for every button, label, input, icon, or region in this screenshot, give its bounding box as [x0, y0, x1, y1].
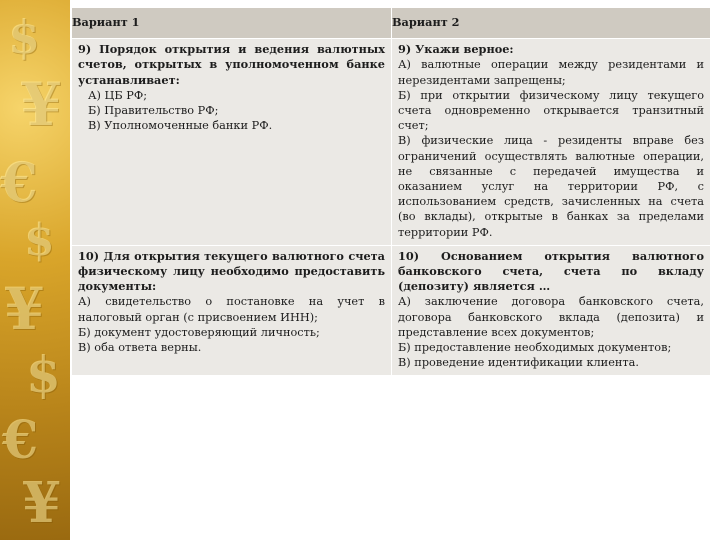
currency-symbol-decoration: $ — [24, 215, 55, 266]
question-text: 10) Основанием открытия валютного банковского счета, счета по вкладу (депозиту) является … — [398, 248, 704, 294]
answer-option: А) валютные операции между резидентами и нерезидентами запрещены; — [398, 58, 704, 87]
question-9-variant-2 — [392, 39, 711, 246]
answer-option: В) физические лица - резиденты вправе без ограничений осуществлять валютные операции, не связанные с передачей имущества и оказанием услуг на территории РФ, с использованием средств, зачисленных на счета (во вклады), открытые в банках за пределами территории РФ. — [398, 134, 704, 239]
currency-symbol-decoration: ¥ — [22, 470, 61, 536]
answer-option: В) оба ответа верны. — [78, 341, 202, 355]
currency-symbol-decoration: € — [0, 150, 38, 214]
answer-option: Б) документ удостоверяющий личность; — [78, 325, 320, 339]
question-row — [72, 245, 711, 376]
currency-symbol-decoration: ¥ — [4, 275, 45, 343]
header-row — [72, 8, 711, 39]
decorative-currency-background — [0, 0, 70, 540]
page-background — [70, 405, 720, 540]
question-row — [72, 39, 711, 246]
answer-option: В) проведение идентификации клиента. — [398, 356, 640, 370]
answer-option: А) ЦБ РФ; — [88, 88, 148, 102]
variant-1-header: Вариант 1 — [72, 8, 392, 39]
variant-2-header: Вариант 2 — [392, 8, 711, 39]
question-10-variant-2 — [392, 245, 711, 376]
answer-option: Б) при открытии физическому лицу текущего счета одновременно открывается транзитный счет; — [398, 88, 704, 133]
currency-symbol-decoration: $ — [8, 10, 41, 64]
currency-symbol-decoration: € — [2, 410, 39, 471]
quiz-table — [71, 7, 711, 376]
currency-symbol-decoration: $ — [26, 345, 61, 404]
answer-option: В) Уполномоченные банки РФ. — [88, 119, 273, 133]
answer-option: А) свидетельство о постановке на учет в налоговый орган (с присвоением ИНН); — [78, 295, 385, 324]
answer-option: Б) Правительство РФ; — [88, 104, 219, 118]
question-text: 9) Порядок открытия и ведения валютных счетов, открытых в уполномоченном банке устанавливает: — [78, 42, 385, 87]
answer-option: А) заключение договора банковского счета, договора банковского вклада (депозита) и представление всех документов; — [398, 295, 704, 339]
question-9-variant-1 — [72, 39, 392, 246]
answer-option: Б) предоставление необходимых документов; — [398, 341, 672, 355]
question-10-variant-1 — [72, 245, 392, 376]
question-text: 9) Укажи верное: — [398, 42, 514, 57]
currency-symbol-decoration: ¥ — [20, 70, 62, 140]
question-text: 10) Для открытия текущего валютного счета физическому лицу необходимо предоставить документы: — [78, 248, 385, 294]
